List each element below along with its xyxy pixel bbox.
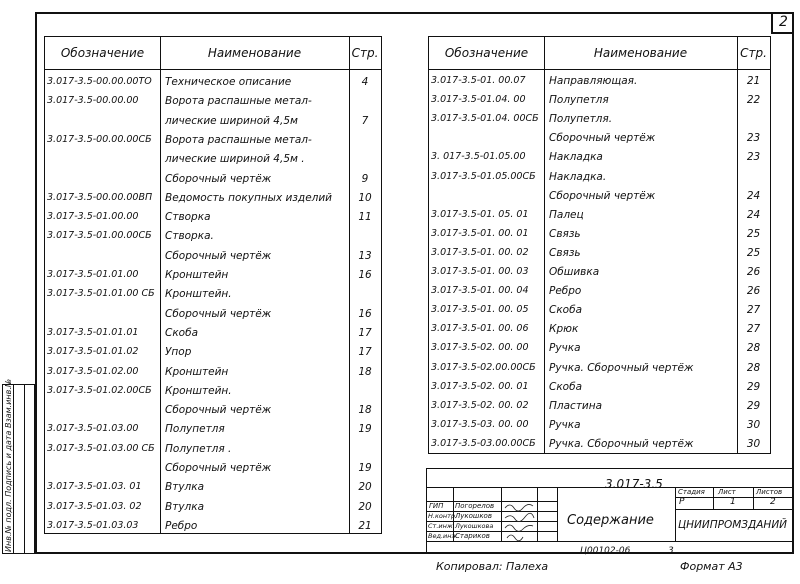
row-name: Створка. <box>165 230 214 243</box>
row-page: 25 <box>746 246 761 259</box>
sheet-number: 2 <box>779 14 788 30</box>
row-code: 3.017-3.5-01.00.00 <box>47 211 139 223</box>
row-name: Накладка. <box>549 170 607 183</box>
page-number: 3 <box>668 546 674 556</box>
row-page: 18 <box>358 365 372 378</box>
row-page: 23 <box>746 151 761 164</box>
stamp-org: ЦНИИПРОМЗДАНИЙ <box>678 519 788 531</box>
row-name: Сборочный чертёж <box>165 307 272 320</box>
row-page: 27 <box>746 323 761 336</box>
row-name: Створка <box>165 211 211 224</box>
right-header-name: Наименование <box>593 46 688 60</box>
row-page: 4 <box>361 76 369 88</box>
row-page: 30 <box>746 418 761 431</box>
left-header-page: Стр. <box>351 46 379 60</box>
row-page: 7 <box>361 114 369 127</box>
row-page: 29 <box>746 380 761 393</box>
row-page: 29 <box>746 399 761 412</box>
row-page: 17 <box>358 346 372 359</box>
row-name: Скоба <box>549 304 583 317</box>
row-name: Скоба <box>549 380 583 393</box>
row-code: 3.017-3.5-01. 05. 01 <box>431 208 529 220</box>
row-name: Сборочный чертёж <box>165 404 272 417</box>
row-code: 3.017-3.5-00.00.00СБ <box>47 133 152 145</box>
row-name: Полупетля . <box>165 442 232 455</box>
row-code: 3.017-3.5-02.00.00СБ <box>431 361 536 373</box>
row-name: Ручка <box>549 342 581 355</box>
row-name: Ручка. Сборочный чертёж <box>549 437 694 450</box>
row-name: Кронштейн. <box>165 384 232 397</box>
row-name: Кронштейн. <box>165 288 232 301</box>
row-page: 24 <box>746 208 761 221</box>
row-code: 3.017-3.5-01.02.00СБ <box>47 384 152 396</box>
title-block <box>426 468 794 554</box>
row-page: 22 <box>746 94 761 107</box>
row-page: 13 <box>358 249 372 262</box>
left-header-designation: Обозначение <box>60 46 145 60</box>
row-code: 3.017-3.5-01. 00. 05 <box>431 304 529 316</box>
copied-by: Копировал: Палеха <box>436 560 549 573</box>
row-name: Палец <box>549 208 584 221</box>
row-name: Ручка <box>549 418 581 431</box>
right-contents-table <box>428 36 771 454</box>
row-code: 3.017-3.5-01.03.03 <box>47 519 139 531</box>
row-code: 3.017-3.5-01. 00. 06 <box>431 323 529 335</box>
row-name: Ребро <box>165 519 198 532</box>
stamp-name-3: Стариков <box>455 532 490 540</box>
row-code: 3.017-3.5-01.01.00 СБ <box>47 288 155 300</box>
row-code: 3.017-3.5-01. 00. 01 <box>431 227 529 239</box>
order-number: Ц00102-06 <box>580 546 631 556</box>
row-page: 24 <box>746 189 761 202</box>
left-strip-text: Инв.№ подл. Подпись и дата Взам.инв.№ <box>4 378 13 552</box>
stamp-name-0: Погорелов <box>455 502 495 510</box>
row-page: 28 <box>746 361 761 374</box>
row-name: Скоба <box>165 326 199 339</box>
stamp-stage: Р <box>679 497 685 507</box>
row-name: Полупетля <box>165 423 225 436</box>
stamp-role-0: ГИП <box>429 502 444 510</box>
stamp-sheet-label: Лист <box>718 488 736 496</box>
row-code: 3.017-3.5-01.01.02 <box>47 346 139 358</box>
row-code: 3.017-3.5-01. 00. 04 <box>431 285 529 297</box>
stamp-stage-label: Стадия <box>678 488 705 496</box>
format-label: Формат А3 <box>680 560 743 573</box>
row-name: Сборочный чертёж <box>165 462 272 474</box>
row-code: 3.017-3.5-01.03. 01 <box>47 481 142 493</box>
row-code: 3.017-3.5-02. 00. 02 <box>431 399 529 411</box>
row-code: 3.017-3.5-00.00.00ТО <box>47 76 152 87</box>
row-page: 25 <box>746 227 761 240</box>
row-code: 3.017-3.5-01.00.00СБ <box>47 230 152 242</box>
row-page: 16 <box>358 307 372 320</box>
row-name: Связь <box>549 246 581 259</box>
row-code: 3.017-3.5-01.01.00 <box>47 269 139 280</box>
row-code: 3.017-3.5-00.00.00 <box>47 95 139 107</box>
row-page: 18 <box>358 404 372 417</box>
row-code: 3.017-3.5-01.03.00 СБ <box>47 442 155 454</box>
row-code: 3. 017-3.5-01.05.00 <box>431 151 526 163</box>
stamp-title: Содержание <box>567 513 654 528</box>
row-page: 28 <box>746 342 761 355</box>
left-contents-table <box>44 36 382 534</box>
row-page: 17 <box>358 326 372 339</box>
stamp-sheet: 1 <box>730 497 736 507</box>
row-name: Крюк <box>549 323 579 336</box>
row-name: Сборочный чертёж <box>165 249 272 262</box>
row-name: Полупетля. <box>549 113 613 126</box>
row-code: 3.017-3.5-01. 00. 03 <box>431 266 529 277</box>
sheet-number-box <box>771 12 794 34</box>
stamp-name-2: Лукошкова <box>455 522 494 530</box>
left-header-name: Наименование <box>207 46 302 60</box>
row-page: 26 <box>746 285 761 298</box>
stamp-sheets-label: Листов <box>756 488 783 496</box>
row-name: Обшивка <box>549 266 600 278</box>
row-page: 16 <box>358 269 372 281</box>
row-code: 3.017-3.5-02. 00. 01 <box>431 380 529 392</box>
row-page: 20 <box>358 481 372 494</box>
row-name: Направляющая. <box>549 75 638 87</box>
row-code: 3.017-3.5-01.04. 00СБ <box>431 113 539 125</box>
stamp-name-1: Лукошков <box>455 512 492 520</box>
row-code: 3.017-3.5-01.03. 02 <box>47 500 142 512</box>
row-code: 3.017-3.5-03. 00. 00 <box>431 418 529 430</box>
row-page: 10 <box>358 191 372 204</box>
row-code: 3.017-3.5-01. 00. 02 <box>431 246 529 258</box>
row-code: 3.017-3.5-01.02.00 <box>47 365 139 377</box>
row-code: 3.017-3.5-01.03.00 <box>47 423 139 435</box>
row-page: 30 <box>746 437 761 450</box>
row-page: 19 <box>358 423 372 436</box>
row-name: лические шириной 4,5м . <box>165 153 305 166</box>
row-page: 19 <box>358 462 372 474</box>
row-code: 3.017-3.5-02. 00. 00 <box>431 342 529 354</box>
row-name: Накладка <box>549 151 603 164</box>
row-name: Кронштейн <box>165 269 229 281</box>
stamp-role-3: Вед.инж. <box>428 532 460 540</box>
row-name: Втулка <box>165 481 205 494</box>
row-code: 3.017-3.5-03.00.00СБ <box>431 437 536 449</box>
row-page: 11 <box>358 211 372 224</box>
row-code: 3.017-3.5-01.01.01 <box>47 326 139 338</box>
stamp-doc-code: 3.017-3.5 <box>605 477 663 491</box>
row-name: лические шириной 4,5м <box>165 114 298 127</box>
stamp-sheets: 2 <box>770 497 776 507</box>
row-page: 27 <box>746 304 761 317</box>
row-name: Сборочный чертёж <box>549 132 656 145</box>
row-page: 26 <box>746 266 761 278</box>
row-code: 3.017-3.5-01.04. 00 <box>431 94 526 106</box>
stamp-role-2: Ст.инж. <box>428 522 455 530</box>
row-name: Упор <box>165 346 192 359</box>
row-name: Втулка <box>165 500 205 513</box>
row-name: Ворота распашные метал- <box>165 133 312 146</box>
row-page: 20 <box>358 500 372 513</box>
row-name: Ворота распашные метал- <box>165 95 312 108</box>
row-name: Пластина <box>549 399 603 412</box>
row-name: Техническое описание <box>165 76 292 88</box>
row-name: Сборочный чертёж <box>549 189 656 202</box>
row-name: Сборочный чертёж <box>165 172 272 185</box>
row-name: Ведомость покупных изделий <box>165 191 333 204</box>
signatures-icon <box>503 501 537 541</box>
row-page: 23 <box>746 132 761 145</box>
row-name: Ребро <box>549 285 582 298</box>
row-name: Полупетля <box>549 94 609 107</box>
row-name: Связь <box>549 227 581 240</box>
row-code: 3.017-3.5-01.05.00СБ <box>431 170 536 182</box>
row-page: 9 <box>361 172 369 185</box>
row-name: Кронштейн <box>165 365 229 378</box>
row-code: 3.017-3.5-00.00.00ВП <box>47 191 153 203</box>
row-code: 3.017-3.5-01. 00.07 <box>431 75 526 86</box>
row-page: 21 <box>358 519 372 532</box>
row-page: 21 <box>746 75 761 87</box>
row-name: Ручка. Сборочный чертёж <box>549 361 694 374</box>
stamp-role-1: Н.контр. <box>428 512 458 520</box>
right-header-page: Стр. <box>740 46 767 60</box>
right-header-designation: Обозначение <box>444 46 529 60</box>
